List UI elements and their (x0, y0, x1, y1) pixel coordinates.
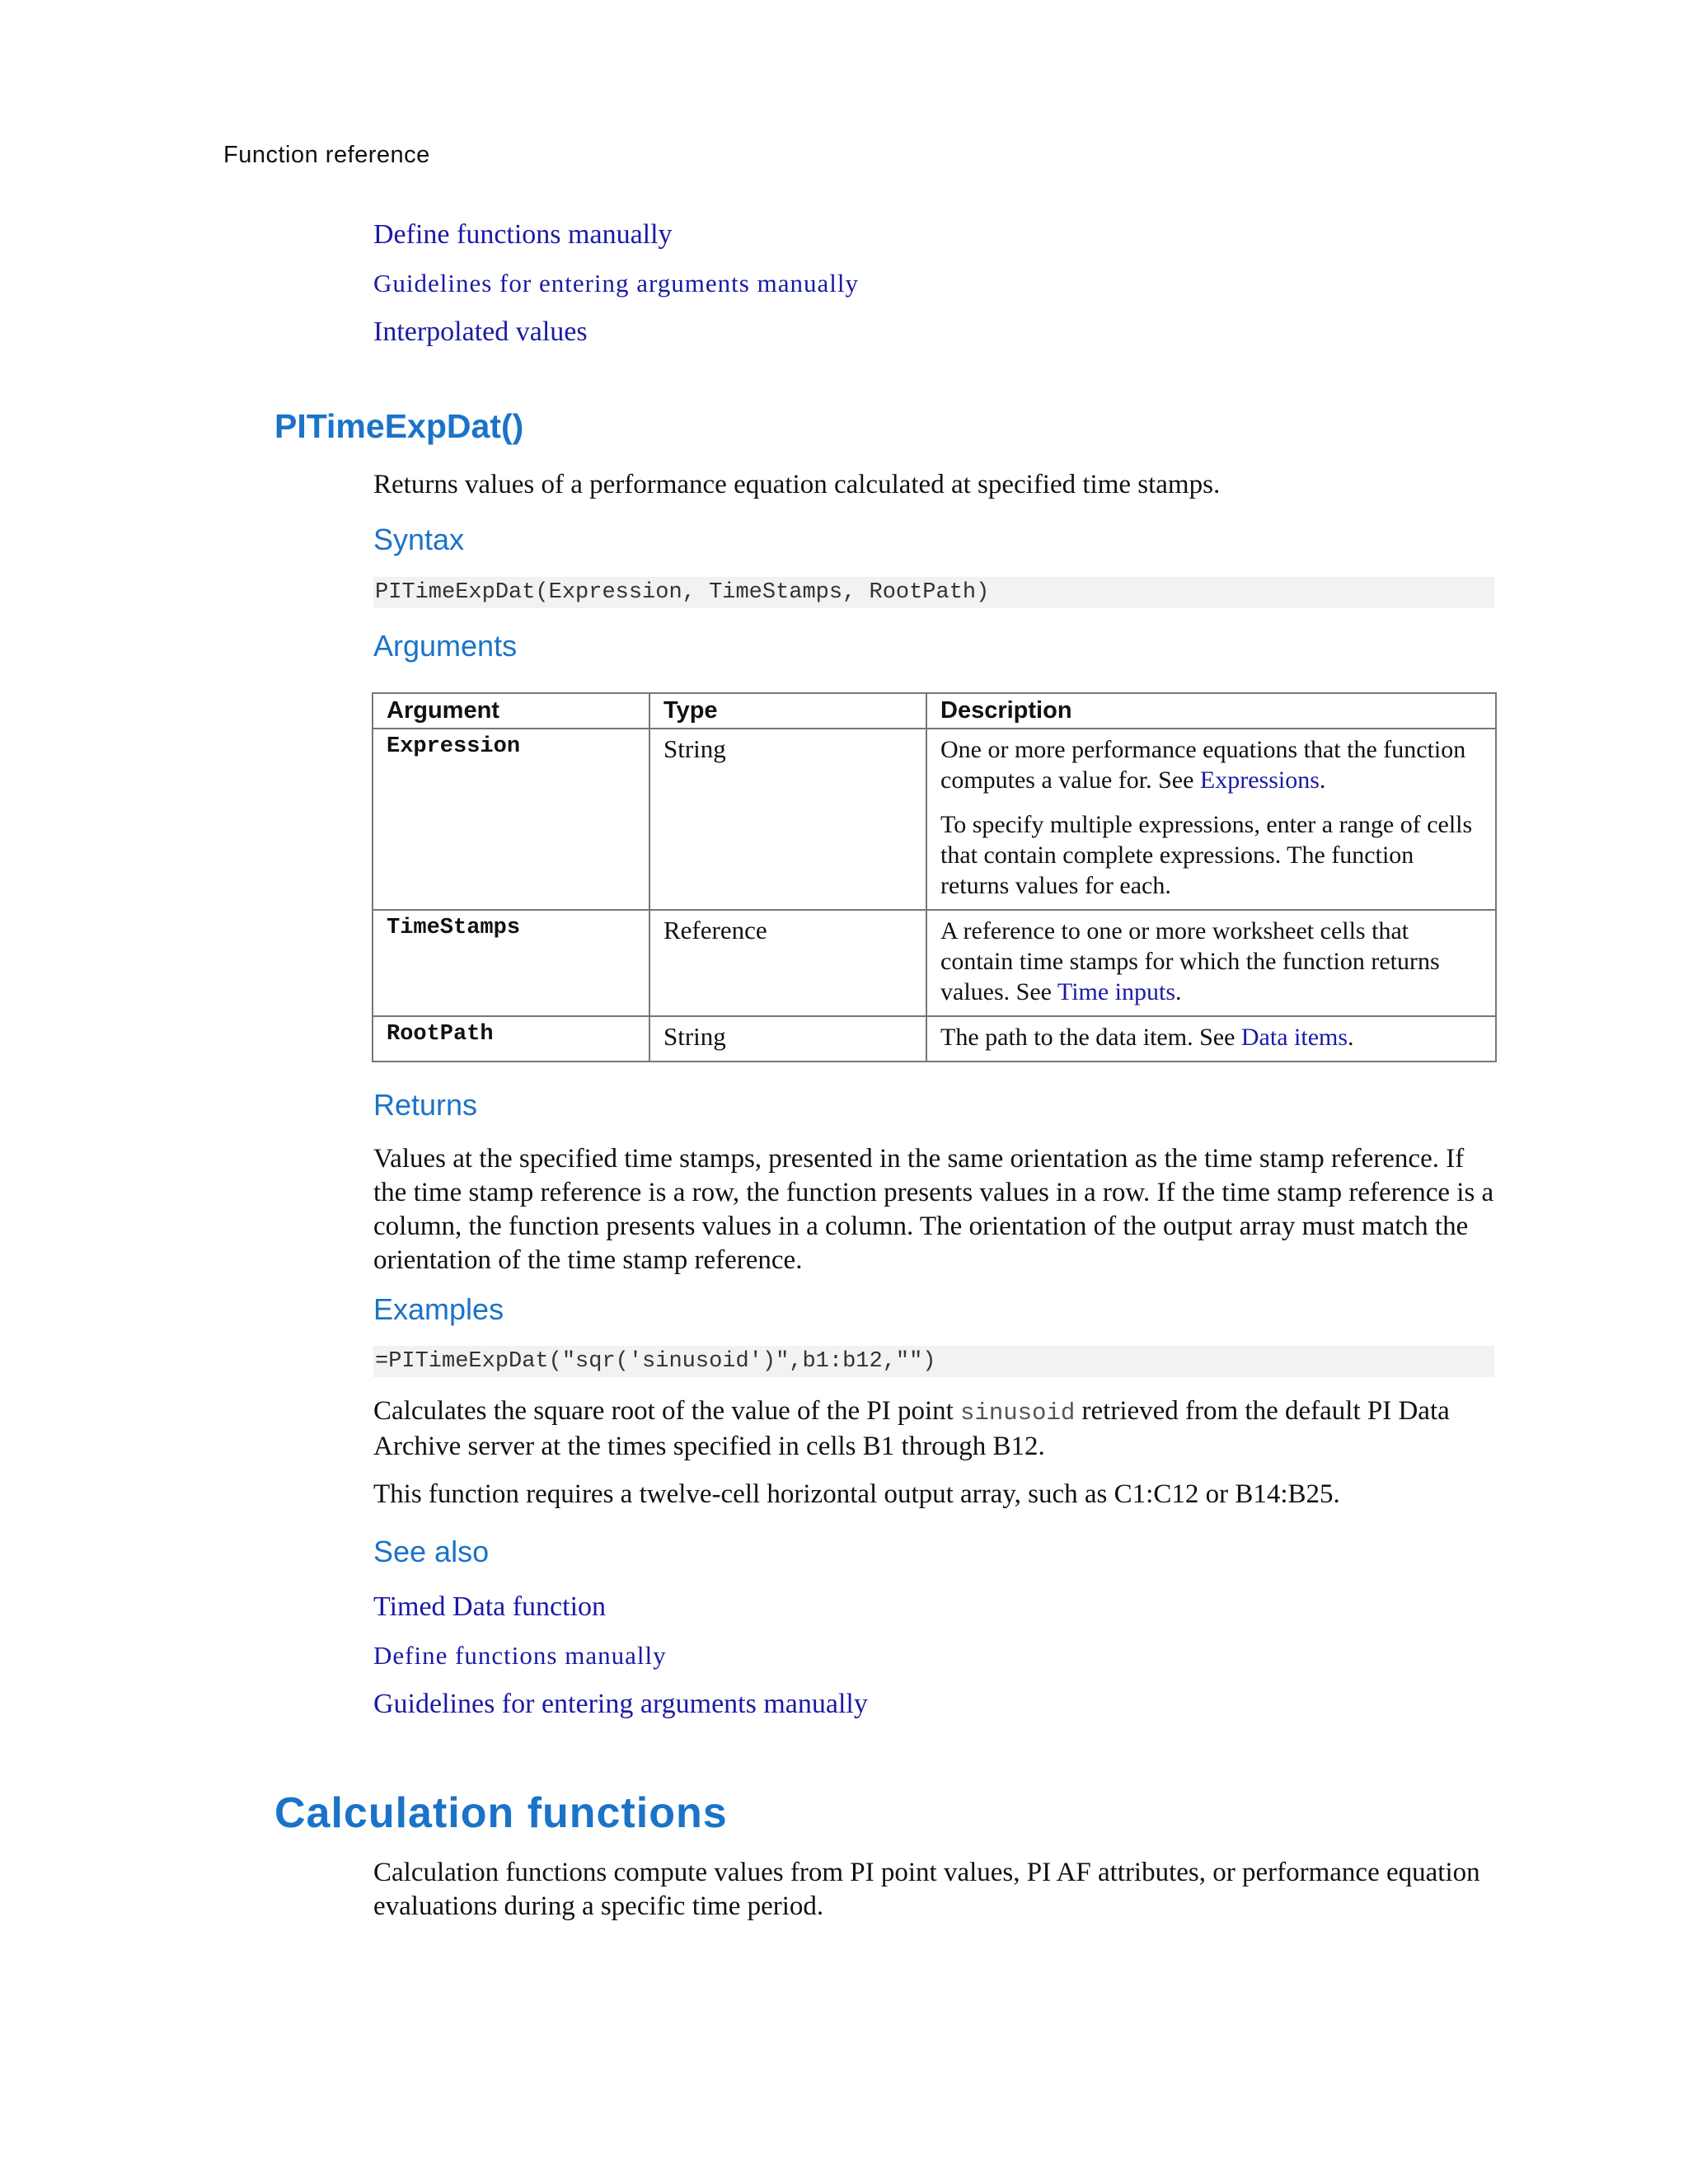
header-description: Description (926, 693, 1496, 729)
desc-text: The path to the data item. See (940, 1024, 1241, 1051)
link-guidelines-entering-arguments[interactable]: Guidelines for entering arguments manually (373, 269, 859, 298)
link-interpolated-values[interactable]: Interpolated values (373, 316, 588, 347)
arguments-heading: Arguments (373, 629, 518, 663)
function-summary: Returns values of a performance equation calculated at specified time stamps. (373, 470, 1221, 499)
example-text: Calculates the square root of the value of the PI point (373, 1396, 961, 1426)
top-related-links (373, 210, 859, 356)
arg-type: String (649, 1016, 926, 1062)
section-title: Calculation functions (274, 1789, 728, 1837)
example-description (373, 1394, 1494, 1464)
see-also-heading: See also (373, 1535, 490, 1568)
arg-type: String (649, 729, 926, 910)
arg-description (926, 729, 1496, 910)
desc-text: A reference to one or more worksheet cells that contain time stamps for which the function returns values. See (940, 917, 1440, 1005)
examples-heading: Examples (373, 1292, 504, 1326)
link-define-functions-manually[interactable]: Define functions manually (373, 1641, 667, 1670)
table-header-row (373, 693, 1496, 729)
syntax-code: PITimeExpDat(Expression, TimeStamps, RootPath) (373, 577, 1494, 608)
section-intro: Calculation functions compute values from PI point values, PI AF attributes, or performance equation evaluations during a specific time period. (373, 1858, 1480, 1921)
running-header: Function reference (223, 142, 430, 168)
see-also-links (373, 1582, 868, 1728)
example-text: retrieved from the default PI Data Archive server at the times specified in cells B1 through B12. (373, 1396, 1450, 1461)
header-type: Type (649, 693, 926, 729)
table-row (373, 910, 1496, 1016)
desc-text: To specify multiple expressions, enter a range of cells that contain complete expressions. The function returns values for each. (940, 811, 1473, 899)
link-time-inputs[interactable]: Time inputs (1057, 978, 1176, 1005)
desc-text: One or more performance equations that the function computes a value for. See (940, 736, 1466, 794)
arg-type: Reference (649, 910, 926, 1016)
link-data-items[interactable]: Data items (1240, 1024, 1348, 1051)
link-timed-data-function[interactable]: Timed Data function (373, 1591, 607, 1622)
arg-name: Expression (373, 729, 649, 910)
desc-text: . (1319, 766, 1326, 794)
returns-heading: Returns (373, 1088, 478, 1122)
example-note: This function requires a twelve-cell horizontal output array, such as C1:C12 or B14:B25. (373, 1479, 1340, 1509)
link-define-functions-manually[interactable]: Define functions manually (373, 219, 673, 250)
inline-code: sinusoid (960, 1399, 1076, 1427)
table-row (373, 729, 1496, 910)
desc-text: . (1175, 978, 1182, 1005)
arg-description (926, 910, 1496, 1016)
returns-text: Values at the specified time stamps, presented in the same orientation as the time stamp reference. If the time stamp reference is a row, the function presents values in a row. If the time stamp reference is a column, the function presents values in a column. The orientation of the output array must match the orientation of the time stamp reference. (373, 1144, 1494, 1275)
arg-name: TimeStamps (373, 910, 649, 1016)
arg-description (926, 1016, 1496, 1062)
arguments-table (372, 692, 1497, 1062)
syntax-heading: Syntax (373, 523, 465, 556)
header-argument: Argument (373, 693, 649, 729)
desc-text: . (1348, 1024, 1354, 1051)
link-guidelines-entering-arguments[interactable]: Guidelines for entering arguments manually (373, 1689, 868, 1719)
function-title: PITimeExpDat() (274, 407, 524, 445)
link-expressions[interactable]: Expressions (1199, 766, 1320, 794)
table-row (373, 1016, 1496, 1062)
arg-name: RootPath (373, 1016, 649, 1062)
example-code: =PITimeExpDat("sqr('sinusoid')",b1:b12,"") (373, 1346, 1494, 1377)
